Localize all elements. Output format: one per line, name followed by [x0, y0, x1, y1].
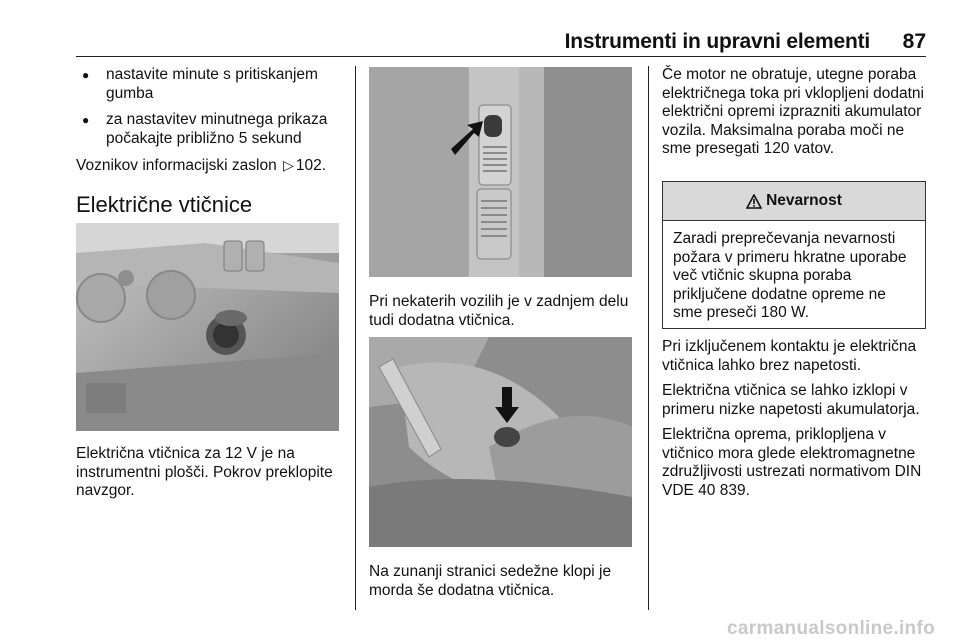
- paragraph-low-voltage: Električna vtičnica se lahko izklopi v primeru nizke napetosti akumulatorja.: [662, 382, 920, 418]
- warning-triangle-icon: [746, 194, 762, 209]
- instruction-list: [76, 66, 346, 148]
- warning-header: [663, 182, 925, 221]
- figure-1-caption: Električna vtičnica za 12 V je na instrumentni plošči. Pokrov preklopite navzgor.: [76, 445, 333, 499]
- cross-reference-page[interactable]: 102.: [295, 157, 326, 174]
- figure-dashboard-socket: [76, 223, 339, 431]
- column-1: [76, 66, 346, 217]
- figure-1-caption-block: [76, 445, 348, 508]
- warning-title: Nevarnost: [766, 192, 842, 209]
- figure-seat-socket: [369, 337, 632, 547]
- watermark: carmanualsonline.info: [727, 618, 935, 639]
- page-number: 87: [902, 30, 926, 53]
- cross-reference: [76, 156, 346, 176]
- column-divider-2: [648, 66, 649, 610]
- section-title: Električne vtičnice: [76, 191, 253, 217]
- figure-rear-socket: [369, 67, 632, 277]
- seat-socket-illustration: [369, 337, 632, 547]
- cross-reference-text: Voznikov informacijski zaslon: [76, 157, 277, 174]
- warning-box: [662, 181, 926, 329]
- figure-2-caption-block: [369, 293, 635, 337]
- header-rule: [76, 56, 926, 57]
- figure-3-caption: Na zunanji stranici sedežne klopi je morda še dodatna vtičnica.: [369, 563, 612, 599]
- paragraph-power-limit: Če motor ne obratuje, utegne poraba električnega toka pri vklopljeni dodatni električni opremi izprazniti akumulator vozila. Maksimalna poraba moči ne sme presegati 120 vatov.: [662, 66, 924, 157]
- column-3-bottom: [662, 338, 928, 507]
- figure-3-caption-block: [369, 563, 635, 607]
- paragraph-ignition-off: Pri izključenem kontaktu je električna vtičnica lahko brez napetosti.: [662, 338, 917, 374]
- list-item: ● za nastavitev minutnega prikaza počakajte približno 5 sekund: [76, 111, 346, 148]
- figure-2-caption: Pri nekaterih vozilih je v zadnjem delu tudi dodatna vtičnica.: [369, 293, 629, 329]
- dashboard-socket-illustration: [76, 223, 339, 431]
- warning-text: Zaradi preprečevanja nevarnosti požara v primeru hkratne uporabe več vtičnic skupna poraba priključene dodatne opreme ne sme preseči 180 W.: [673, 230, 907, 321]
- rear-socket-illustration: [369, 67, 632, 277]
- column-3-top: [662, 66, 928, 166]
- reference-arrow-icon: ▷: [283, 157, 294, 173]
- page-header-title: Instrumenti in upravni elementi: [564, 30, 870, 53]
- column-divider-1: [355, 66, 356, 610]
- list-item: ● nastavite minute s pritiskanjem gumba: [76, 66, 346, 103]
- paragraph-emc: Električna oprema, priklopljena v vtičnico mora glede elektromagnetne združljivosti ustrezati normativom DIN VDE 40 839.: [662, 426, 922, 499]
